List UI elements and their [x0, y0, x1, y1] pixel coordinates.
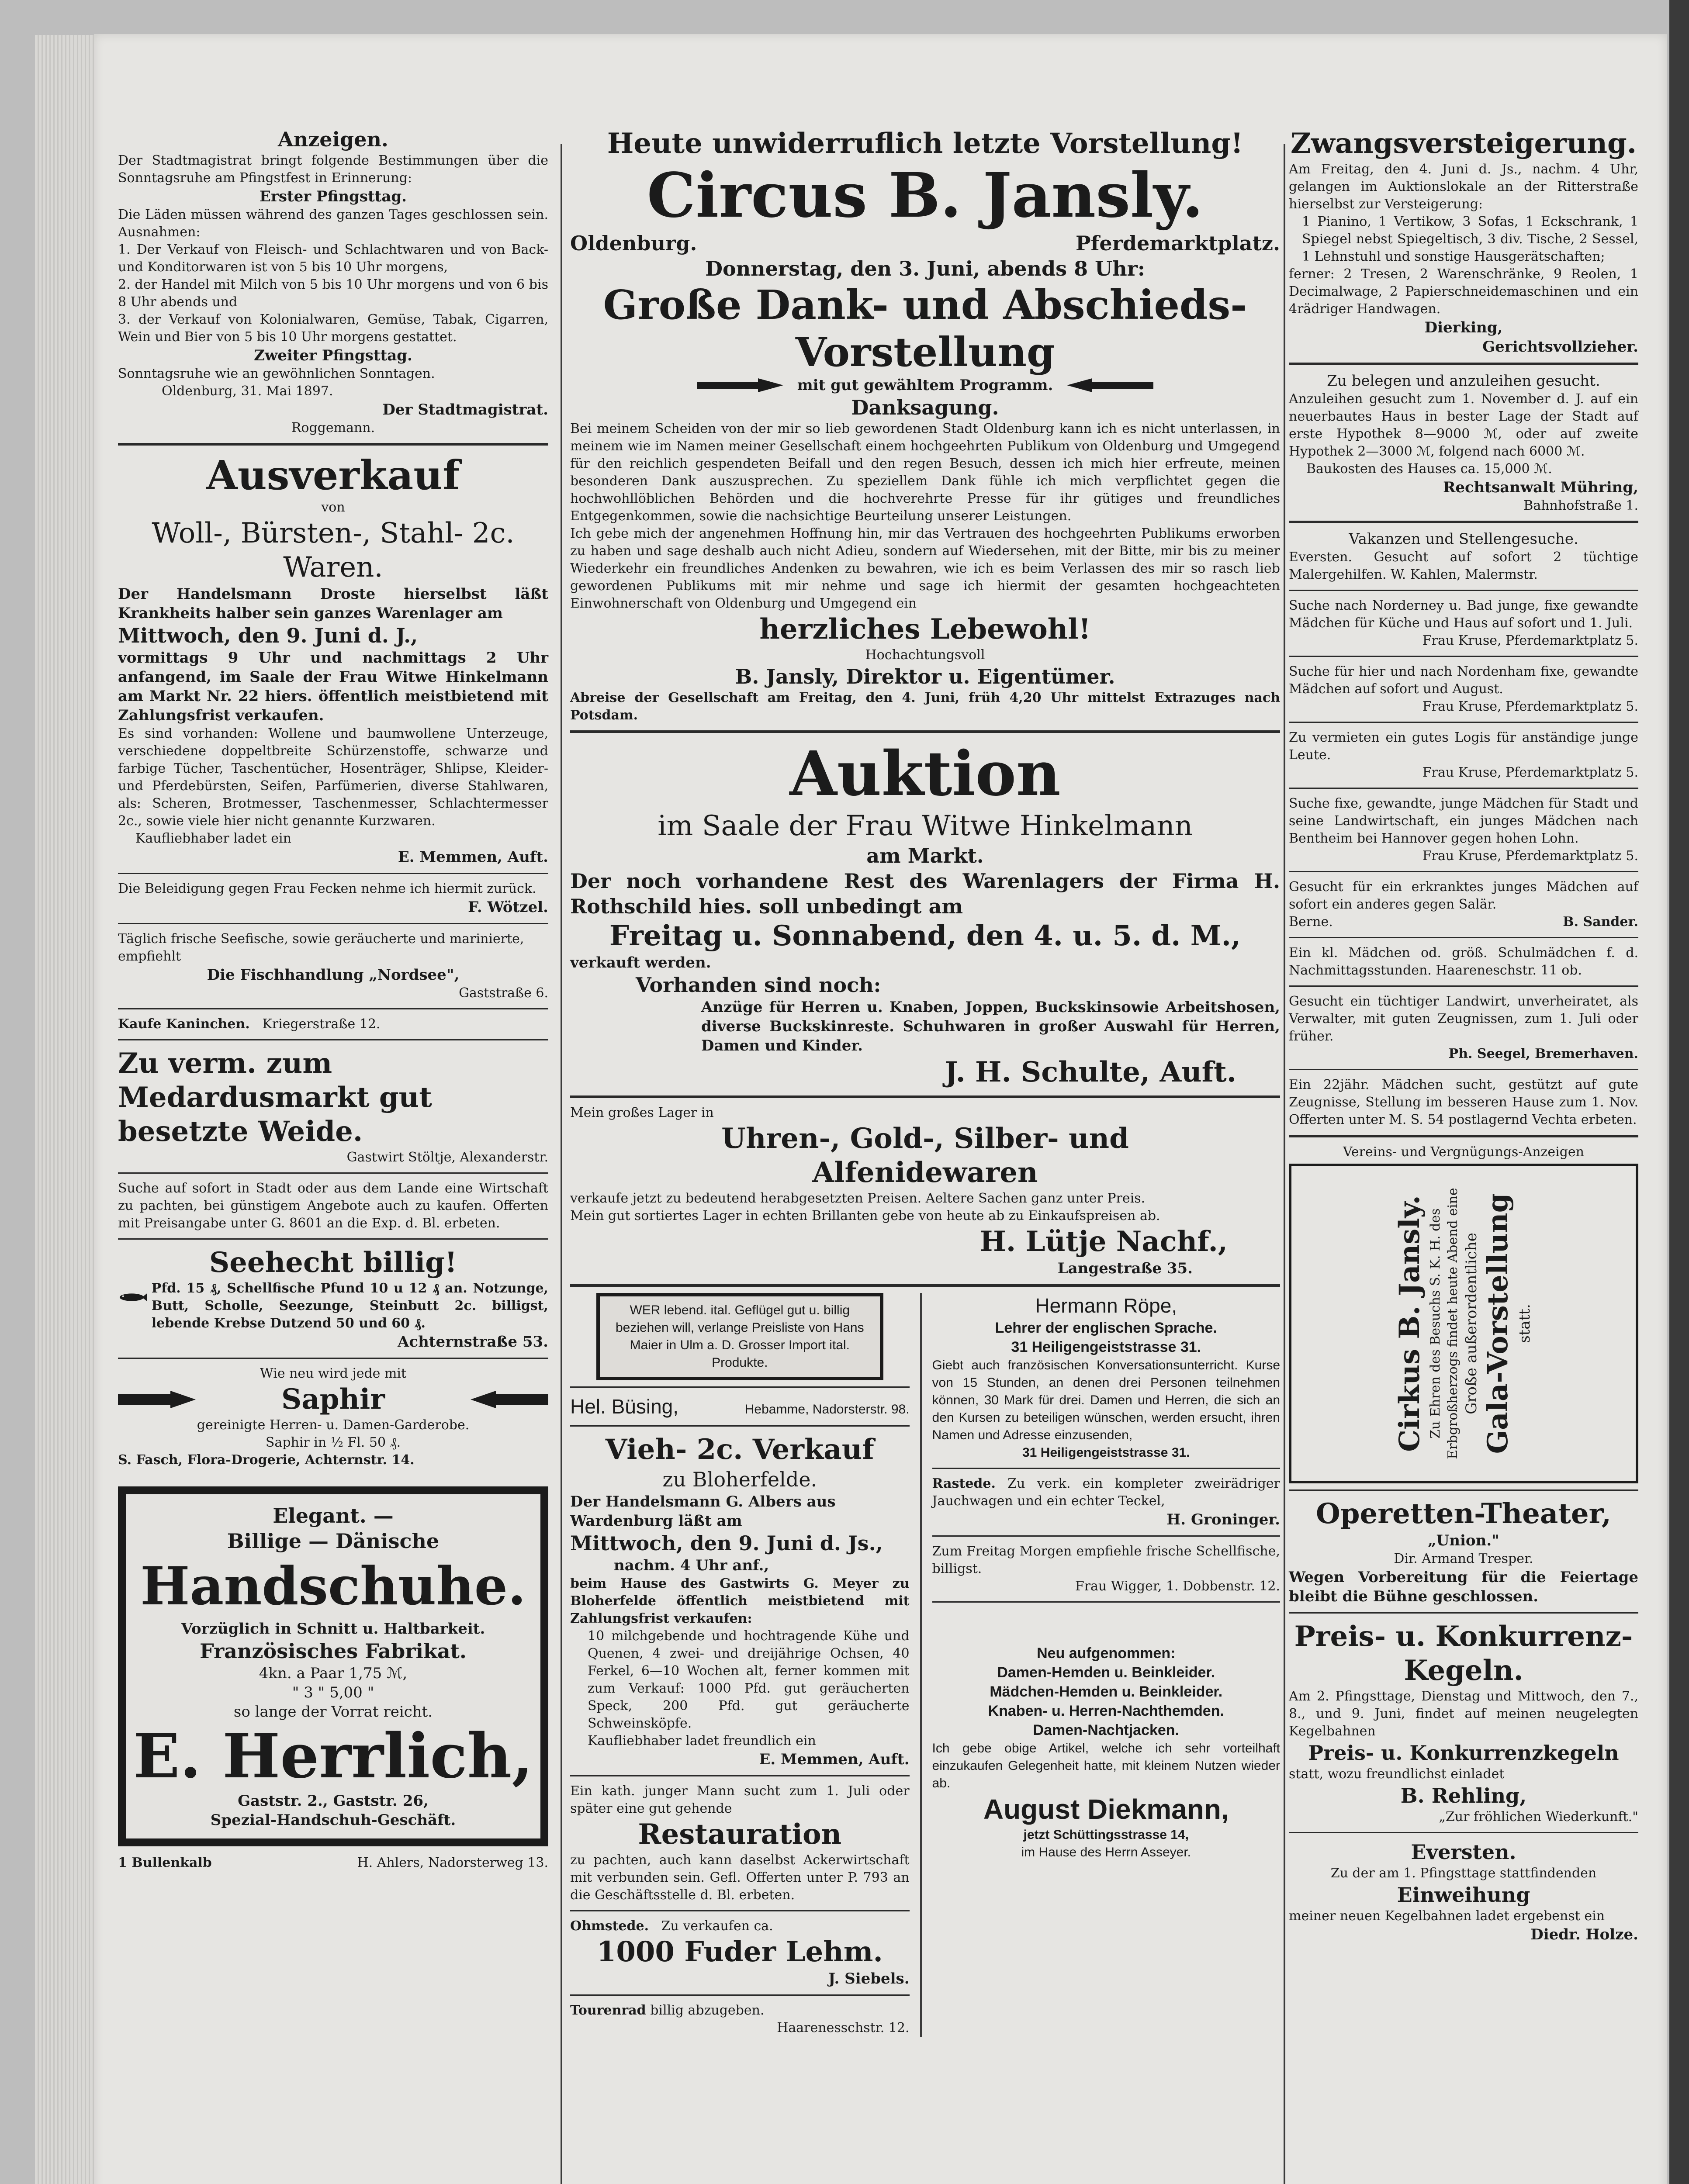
- ad-text: Zu verkaufen ca.: [661, 1918, 773, 1934]
- ad-heading: Uhren-, Gold-, Silber- und: [721, 1122, 1129, 1155]
- ad-text: Kaufliebhaber ladet ein: [135, 831, 291, 846]
- ad-signature: B. Rehling,: [1400, 1784, 1527, 1807]
- ad-heading: Handschuhe.: [140, 1555, 526, 1617]
- ad-text: Kaufliebhaber ladet freundlich ein: [588, 1733, 816, 1749]
- divider: [1289, 788, 1638, 789]
- ad-text: Zu vermieten ein gutes Logis für anständige junge Leute.: [1289, 730, 1638, 763]
- ad-heading: Lehrer der englischen Sprache.: [995, 1320, 1217, 1336]
- ad-text: „Union.": [1428, 1532, 1499, 1549]
- circus-title: Circus B. Jansly.: [647, 160, 1204, 232]
- ad-text: Anzüge für Herren u. Knaben, Joppen, Buckskinsowie Arbeitshosen, diverse Buckskinreste. Schuhwaren in großer Auswahl für Herren, Damen und Kinder.: [701, 999, 1280, 1054]
- ad-text: Gesucht ein tüchtiger Landwirt, unverheiratet, als Verwalter, mit guten Zeugnissen, zum 1. Juli oder früher.: [1289, 994, 1638, 1044]
- column-divider: [561, 144, 562, 2184]
- ad-text: Berne.: [1289, 914, 1333, 930]
- ad-signature: F. Wötzel.: [468, 898, 548, 916]
- ad-item: Damen-Hemden u. Beinkleider.: [997, 1664, 1215, 1681]
- column-middle-right: [932, 1293, 1280, 2037]
- ad-text: Zum Freitag Morgen empfiehle frische Schellfische, billigst.: [932, 1544, 1280, 1576]
- ad-text: ferner: 2 Tresen, 2 Warenschränke, 9 Reolen, 1 Decimalwage, 2 Papierschneidemaschinen und ein 4rädriger Handwagen.: [1289, 266, 1638, 317]
- danksagung-text: Bei meinem Scheiden von der mir so lieb gewordenen Stadt Oldenburg kann ich es nicht unterlassen, in meinem wie im Namen meiner Gesellschaft einem hochgeehrten Publikum von Oldenburg und Umgegend für den reichlich gespendeten Beifall und den regen Besuch, dessen ich mich hier erfreute, meinen besonderen Dank auszusprechen. Zu speziellem Dank fühle ich mich verpflichtet gegen die hochwohllöblichen Behörden und die hochverehrte Presse für ihr gütiges und freundliches Entgegenkommen, sowie die nachsichtige Beurteilung unserer Leistungen.: [570, 421, 1280, 524]
- ad-text: Die Beleidigung gegen Frau Fecken nehme ich hiermit zurück.: [118, 881, 536, 896]
- ad-text: Suche für hier und nach Nordenham fixe, gewandte Mädchen auf sofort und August.: [1289, 664, 1638, 697]
- ad-text: nachm. 4 Uhr anf.,: [614, 1557, 769, 1574]
- notice-heading: Erster Pfingsttag.: [259, 188, 407, 205]
- ad-text: Wie neu wird jede mit: [260, 1366, 407, 1381]
- ad-heading: 1 Bullenkalb: [118, 1855, 212, 1870]
- divider: [118, 1039, 548, 1040]
- divider: [570, 1425, 910, 1427]
- ad-signature: Ph. Seegel, Bremerhaven.: [1448, 1046, 1638, 1061]
- section-heading: Vereins- und Vergnügungs-Anzeigen: [1343, 1144, 1584, 1160]
- ad-text: Dir. Armand Tresper.: [1394, 1551, 1533, 1566]
- ad-heading: Restauration: [638, 1818, 842, 1851]
- ad-text: Französisches Fabrikat.: [200, 1639, 467, 1663]
- ad-price: 4kn. a Paar 1,75 ℳ,: [259, 1665, 408, 1682]
- ad-text: Täglich frische Seefische, sowie geräucherte und marinierte, empfiehlt: [118, 931, 524, 964]
- ad-heading: Woll-, Bürsten-, Stahl- 2c. Waren.: [152, 517, 515, 584]
- ad-text: beim Hause des Gastwirts G. Meyer zu Bloherfelde öffentlich meistbietend mit Zahlungsfrist verkaufen:: [570, 1576, 910, 1626]
- divider: [932, 1468, 1280, 1469]
- divider: [1289, 1612, 1638, 1614]
- divider: [570, 1284, 1280, 1287]
- ad-heading: Alfenidewaren: [812, 1156, 1038, 1189]
- divider: [1289, 1489, 1638, 1491]
- danksagung-heading: Danksagung.: [851, 396, 999, 419]
- ad-price: " 3 " 5,00 ": [292, 1684, 374, 1701]
- divider: [1289, 985, 1638, 987]
- divider: [1289, 1069, 1638, 1070]
- column-middle-left: [570, 1293, 910, 2037]
- ad-signature: E. Memmen, Auft.: [759, 1751, 910, 1768]
- ad-heading: Zu verm. zum Medardusmarkt gut besetzte Weide.: [118, 1047, 432, 1148]
- ad-heading: Tourenrad: [570, 2003, 646, 2018]
- ad-heading: Hel. Büsing,: [570, 1395, 679, 1418]
- ad-heading: Kaufe Kaninchen.: [118, 1016, 250, 1032]
- divider: [118, 1172, 548, 1174]
- notice-text: 3. der Verkauf von Kolonialwaren, Gemüse, Tabak, Cigarren, Wein und Bier von 5 bis 10 Uhr morgens gestattet.: [118, 312, 548, 345]
- column-right: [1289, 127, 1638, 1944]
- ad-item: Mädchen-Hemden u. Beinkleider.: [990, 1683, 1223, 1700]
- ad-text: Gaststr. 2., Gaststr. 26,: [238, 1792, 429, 1810]
- ad-text: Zu verk. ein kompleter zweirädriger Jauchwagen und ein echter Teckel,: [932, 1476, 1280, 1509]
- ad-text: Baukosten des Hauses ca. 15,000 ℳ.: [1306, 461, 1552, 477]
- ad-text: Haarenesschstr. 12.: [777, 2020, 910, 2035]
- ad-heading: Die Fischhandlung „Nordsee",: [207, 966, 460, 984]
- ad-text: Gastwirt Stöltje, Alexanderstr.: [346, 1150, 548, 1165]
- ad-text: Neu aufgenommen:: [1037, 1645, 1176, 1662]
- ad-text: Spezial-Handschuh-Geschäft.: [210, 1811, 456, 1829]
- ad-signature: B. Jansly, Direktor u. Eigentümer.: [735, 665, 1115, 688]
- ad-heading: Operetten-Theater,: [1316, 1497, 1611, 1530]
- ad-heading: Gala-Vorstellung: [1481, 1193, 1514, 1454]
- divider: [118, 1008, 548, 1009]
- divider: [1289, 937, 1638, 938]
- ad-text: Am 2. Pfingsttage, Dienstag und Mittwoch, den 7., 8., und 9. Juni, findet auf meinen neugelegten Kegelbahnen: [1289, 1689, 1638, 1739]
- ad-heading: Saphir: [281, 1383, 385, 1416]
- ad-text: Suche fixe, gewandte, junge Mädchen für Stadt und seine Landwirtschaft, ein junges Mädchen nach Bentheim bei Hannover gegen hohen Lohn.: [1289, 796, 1638, 846]
- ad-text: Es sind vorhanden: Wollene und baumwollene Unterzeuge, verschiedene doppeltbreite Schürzenstoffe, schwarze und farbige Tücher, Taschentücher, Hosenträger, Shlipse, Kleider- und Pferdebürsten, Seifen, Parfümerien, diverse Stahlwaren, als: Scheren, Brotmesser, Taschenmesser, Schlachtermesser 2c., sowie viele hier nicht genannte Kurzwaren.: [118, 726, 548, 829]
- ad-text: Mein großes Lager in: [570, 1105, 714, 1120]
- ad-text: Anzuleihen gesucht zum 1. November d. J. auf ein neuerbautes Haus in bester Lage der Stadt auf erste Hypothek 8—9000 ℳ, oder auf zweite Hypothek 2—3000 ℳ, folgend nach 6000 ℳ.: [1289, 391, 1638, 459]
- ad-text: billig abzugeben.: [650, 2003, 765, 2018]
- ad-text: 10 milchgebende und hochtragende Kühe und Quenen, 4 zwei- und dreijährige Ochsen, 40 Ferkel, 6—10 Wochen alt, ferner kommen mit zum Verkauf: 1000 Pfd. gut geräucherten Speck, 200 Pfd. gut geräucherte Schweinsköpfe.: [588, 1628, 910, 1731]
- circus-headline: Heute unwiderruflich letzte Vorstellung!: [607, 127, 1243, 160]
- notice-text: 2. der Handel mit Milch von 5 bis 10 Uhr morgens und von 6 bis 8 Uhr abends und: [118, 277, 548, 310]
- ad-text: gereinigte Herren- u. Damen-Garderobe.: [197, 1417, 470, 1433]
- ad-signature: Frau Wigger, 1. Dobbenstr. 12.: [1075, 1579, 1280, 1594]
- ad-date: Mittwoch, den 9. Juni d. Js.,: [570, 1531, 883, 1555]
- ad-text: Pfd. 15 ₰, Schellfische Pfund 10 u 12 ₰ an. Notzunge, Butt, Scholle, Seezunge, Steinbutt 2c. billigst, lebende Krebse Dutzend 50 und 60 ₰.: [151, 1281, 548, 1331]
- pointing-hand-icon: [470, 1386, 548, 1413]
- column-left: [118, 127, 548, 1872]
- ad-heading: E. Herrlich,: [133, 1721, 533, 1792]
- ad-signature: Rechtsanwalt Mühring,: [1443, 479, 1638, 496]
- danksagung-text: Ich gebe mich der angenehmen Hoffnung hin, mir das Vertrauen des hochgeehrten Publikums erworben zu haben und sage deshalb auch nicht Adieu, sondern auf Wiedersehen, mit der Bitte, mir bis zu meiner Wiederkehr ein freundliches Andenken zu bewahren, wie ich es beim Verlassen des mir so rasch lieb gewordenen Publikums mit mir nehme und sage ich hiermit der gesamten hochgeachteten Einwohnerschaft von Oldenburg und Umgegend ein: [570, 526, 1280, 611]
- ad-text: meiner neuen Kegelbahnen ladet ergebenst ein: [1289, 1908, 1605, 1924]
- ad-text: Ein kath. junger Mann sucht zum 1. Juli oder später eine gut gehende: [570, 1783, 910, 1816]
- ad-text: Langestraße 35.: [1057, 1260, 1193, 1277]
- ad-heading: Hermann Röpe,: [1035, 1294, 1177, 1317]
- ad-text: Abreise der Gesellschaft am Freitag, den 4. Juni, früh 4,20 Uhr mittelst Extrazuges nach Potsdam.: [570, 690, 1280, 723]
- ad-text: Vorhanden sind noch:: [636, 973, 881, 997]
- ad-text: verkauft werden.: [570, 954, 711, 971]
- pointing-hand-icon: [1066, 377, 1153, 394]
- ausverkauf-title: Ausverkauf: [206, 452, 460, 499]
- ad-text: statt.: [1516, 1304, 1533, 1343]
- ad-heading: Ohmstede.: [570, 1918, 649, 1934]
- ad-heading: zu Bloherfelde.: [662, 1468, 817, 1491]
- ad-signature: Diedr. Holze.: [1530, 1926, 1638, 1943]
- ad-signature: Frau Kruse, Pferdemarktplatz 5.: [1422, 699, 1638, 714]
- ad-text: Gesucht für ein erkranktes junges Mädchen auf sofort ein anderes gegen Salär.: [1289, 879, 1638, 912]
- ad-text: Suche nach Norderney u. Bad junge, fixe gewandte Mädchen für Küche und Haus auf sofort und 1. Juli.: [1289, 598, 1638, 631]
- ad-text: H. Ahlers, Nadorsterweg 13.: [357, 1855, 548, 1870]
- divider: [118, 443, 548, 446]
- ad-signature: Gerichtsvollzieher.: [1482, 338, 1638, 356]
- ad-signature: Frau Kruse, Pferdemarktplatz 5.: [1422, 848, 1638, 864]
- ad-text: 31 Heiligengeiststrasse 31.: [1022, 1445, 1190, 1460]
- ad-text: Der Handelsmann Droste hierselbst läßt Krankheits halber sein ganzes Warenlager am: [118, 585, 548, 622]
- ad-heading: Preis- u. Konkurrenz-: [1294, 1620, 1633, 1653]
- circus-heading: Vorstellung: [795, 328, 1055, 376]
- ad-heading: August Diekmann,: [983, 1794, 1229, 1825]
- divider: [570, 1095, 1280, 1098]
- ad-text: zu pachten, auch kann daselbst Ackerwirtschaft mit verbunden sein. Gefl. Offerten unter P. 793 an die Geschäftsstelle d. Bl. erbeten.: [570, 1852, 910, 1903]
- divider: [570, 1386, 910, 1388]
- ad-heading: 1000 Fuder Lehm.: [596, 1935, 883, 1968]
- anzeigen-title: Anzeigen.: [278, 128, 388, 151]
- divider: [1289, 656, 1638, 657]
- divider: [1289, 1832, 1638, 1833]
- ad-text: Große außerordentliche: [1463, 1233, 1480, 1414]
- divider: [118, 873, 548, 874]
- ad-text: Ich gebe obige Artikel, welche ich sehr vorteilhaft einzukaufen Gelegenheit hatte, mit kleinem Nutzen wieder ab.: [932, 1741, 1280, 1790]
- ad-signature: B. Sander.: [1563, 914, 1638, 930]
- divider: [118, 923, 548, 924]
- circus-program: mit gut gewähltem Programm.: [797, 377, 1053, 394]
- ad-text: Zu Ehren des Besuchs S. K. H. des Erbgroßherzogs findet heute Abend eine: [1428, 1188, 1461, 1459]
- auktion-location: im Saale der Frau Witwe Hinkelmann: [658, 810, 1193, 842]
- ad-signature: S. Fasch, Flora-Drogerie, Achternstr. 14.: [118, 1452, 415, 1468]
- ad-item: Damen-Nachtjacken.: [1033, 1722, 1179, 1738]
- divider: [118, 1358, 548, 1359]
- divider: [932, 1601, 1280, 1603]
- ad-signature: H. Groninger.: [1166, 1511, 1280, 1528]
- ad-text: jetzt Schüttingsstrasse 14,: [1023, 1828, 1189, 1842]
- ad-heading: Eversten.: [1411, 1840, 1516, 1864]
- ad-text: von: [321, 500, 345, 515]
- ad-heading: Rastede.: [932, 1476, 996, 1491]
- page-edge: [35, 35, 100, 2184]
- divider: [1289, 590, 1638, 591]
- ad-text: „Zur fröhlichen Wiederkunft.": [1439, 1809, 1638, 1825]
- ad-signature: Dierking,: [1424, 319, 1503, 336]
- ad-signature: E. Memmen, Auft.: [398, 848, 548, 866]
- ad-text: Vorzüglich in Schnitt u. Haltbarkeit.: [181, 1620, 485, 1638]
- ad-heading: Vieh- 2c. Verkauf: [605, 1433, 874, 1466]
- scan-border: [1669, 0, 1689, 2184]
- ad-heading: Preis- u. Konkurrenzkegeln: [1308, 1741, 1619, 1765]
- divider: [570, 1910, 910, 1911]
- ad-date: Mittwoch, den 9. Juni d. J.,: [118, 624, 418, 647]
- ad-text: statt, wozu freundlichst einladet: [1289, 1766, 1505, 1782]
- ad-signature: J. H. Schulte, Auft.: [945, 1056, 1236, 1089]
- column-divider: [920, 1293, 922, 2037]
- notice-text: 1. Der Verkauf von Fleisch- und Schlachtwaren und von Back- und Konditorwaren ist von 5 bis 10 Uhr morgens,: [118, 242, 548, 275]
- ad-signature: Frau Kruse, Pferdemarktplatz 5.: [1422, 633, 1638, 648]
- circus-date: Donnerstag, den 3. Juni, abends 8 Uhr:: [705, 257, 1145, 280]
- pointing-hand-icon: [697, 377, 784, 394]
- ad-text: Am Freitag, den 4. Juni d. Js., nachm. 4 Uhr, gelangen im Auktionslokale an der Ritterstraße hierselbst zur Versteigerung:: [1289, 162, 1638, 212]
- ad-text: Ein 22jähr. Mädchen sucht, gestützt auf gute Zeugnisse, Stellung im besseren Hause zum 1. Nov. Offerten unter M. S. 54 postlagernd Vechta erbeten.: [1289, 1077, 1638, 1127]
- ad-signature: H. Lütje Nachf.,: [979, 1225, 1228, 1258]
- notice-date: Oldenburg, 31. Mai 1897.: [162, 384, 333, 399]
- ad-text: 1 Pianino, 1 Vertikow, 3 Sofas, 1 Eckschrank, 1 Spiegel nebst Spiegeltisch, 3 div. Tische, 2 Sessel, 1 Lehnstuhl und sonstige Hausgerätschaften;: [1302, 214, 1638, 264]
- divider: [570, 730, 1280, 733]
- ad-text: vormittags 9 Uhr und nachmittags 2 Uhr anfangend, im Saale der Frau Witwe Hinkelmann am Markt Nr. 22 hiers. öffentlich meistbietend mit Zahlungsfrist verkaufen.: [118, 649, 548, 724]
- notice-text: Der Stadtmagistrat bringt folgende Bestimmungen über die Sonntagsruhe am Pfingstfest in Erinnerung:: [118, 153, 548, 186]
- ad-text: Ein kl. Mädchen od. größ. Schulmädchen f. d. Nachmittagsstunden. Haareneschstr. 11 ob.: [1289, 945, 1638, 978]
- ad-text: Hebamme, Nadorsterstr. 98.: [744, 1402, 910, 1417]
- handschuhe-ad: [118, 1486, 548, 1846]
- notice-text: Sonntagsruhe wie an gewöhnlichen Sonntagen.: [118, 366, 435, 381]
- ad-text: Mein gut sortiertes Lager in echten Brillanten gebe von heute ab zu Einkaufspreisen ab.: [570, 1208, 1160, 1223]
- notice-heading: Zweiter Pfingsttag.: [254, 347, 412, 364]
- ad-heading: Einweihung: [1397, 1883, 1530, 1907]
- circus-heading: Große Dank- und Abschieds-: [603, 281, 1247, 328]
- column-divider: [1284, 144, 1285, 2184]
- ad-text: im Hause des Herrn Asseyer.: [1021, 1845, 1191, 1859]
- ad-text: Eversten. Gesucht auf sofort 2 tüchtige Malergehilfen. W. Kahlen, Malermstr.: [1289, 549, 1638, 582]
- ad-text: Bahnhofstraße 1.: [1523, 498, 1638, 513]
- ad-text: verkaufe jetzt zu bedeutend herabgesetzten Preisen. Aeltere Sachen ganz unter Preis.: [570, 1191, 1146, 1206]
- auktion-date: Freitag u. Sonnabend, den 4. u. 5. d. M.,: [609, 919, 1241, 952]
- ad-text: Saphir in ½ Fl. 50 ₰.: [265, 1435, 401, 1450]
- divider: [570, 1994, 910, 1996]
- divider: [118, 1238, 548, 1240]
- pointing-hand-icon: [118, 1386, 197, 1413]
- divider: [1289, 363, 1638, 365]
- ad-text: Elegant. —: [273, 1504, 394, 1527]
- cirkus-gala-ad: [1289, 1164, 1638, 1483]
- section-heading: Vakanzen und Stellengesuche.: [1349, 530, 1578, 548]
- circus-location: Oldenburg.: [570, 232, 697, 255]
- divider: [1289, 1135, 1638, 1137]
- auktion-title: Auktion: [789, 738, 1061, 810]
- divider: [1289, 722, 1638, 723]
- circus-location: Pferdemarktplatz.: [1076, 232, 1280, 255]
- notice-signature: Der Stadtmagistrat.: [382, 401, 548, 418]
- divider: [1289, 871, 1638, 872]
- ad-text: Der Handelsmann G. Albers aus Wardenburg läßt am: [570, 1493, 836, 1530]
- ad-text: Wegen Vorbereitung für die Feiertage bleibt die Bühne geschlossen.: [1289, 1569, 1638, 1605]
- ad-text: Giebt auch französischen Konversationsunterricht. Kurse von 15 Stunden, an denen drei Personen teilnehmen können, 30 Mark für drei. Damen und Herren, die sich an den Kursen zu beteiligen wünschen, werden ersucht, ihren Namen und Adresse einzusenden,: [932, 1358, 1280, 1442]
- ad-signature: Frau Kruse, Pferdemarktplatz 5.: [1422, 765, 1638, 780]
- ad-text: Gaststraße 6.: [459, 985, 548, 1001]
- divider: [1289, 521, 1638, 523]
- ad-text: 31 Heiligengeiststrasse 31.: [1011, 1339, 1201, 1355]
- ad-text: so lange der Vorrat reicht.: [233, 1703, 433, 1721]
- notice-text: Die Läden müssen während des ganzen Tages geschlossen sein. Ausnahmen:: [118, 207, 548, 240]
- ad-heading: Kegeln.: [1404, 1654, 1523, 1687]
- ad-signature: Achternstraße 53.: [397, 1333, 548, 1351]
- ad-text: Kriegerstraße 12.: [262, 1016, 381, 1032]
- ad-signature: J. Siebels.: [828, 1970, 910, 1987]
- fish-icon: [118, 1280, 147, 1315]
- divider: [932, 1535, 1280, 1537]
- ad-item: Knaben- u. Herren-Nachthemden.: [988, 1703, 1224, 1719]
- ad-heading: Cirkus B. Jansly.: [1393, 1195, 1426, 1452]
- ad-text: Billige — Dänische: [227, 1529, 440, 1553]
- column-middle: [570, 127, 1280, 2037]
- lebewohl: herzliches Lebewohl!: [759, 613, 1091, 646]
- ad-text: Zu der am 1. Pfingsttage stattfindenden: [1330, 1866, 1597, 1881]
- ad-heading: Zu belegen und anzuleihen gesucht.: [1327, 372, 1600, 390]
- notice-signature: Roggemann.: [291, 420, 375, 435]
- zwang-title: Zwangsversteigerung.: [1290, 127, 1637, 160]
- divider: [570, 1775, 910, 1776]
- ad-heading: Seehecht billig!: [209, 1246, 457, 1279]
- ad-text: Suche auf sofort in Stadt oder aus dem Lande eine Wirtschaft zu pachten, bei günstigem Angebote auch zu kaufen. Offerten mit Preisangabe unter G. 8601 an die Exp. d. Bl. erbeten.: [118, 1181, 548, 1231]
- ad-text: Der noch vorhandene Rest des Warenlagers der Firma H. Rothschild hies. soll unbedingt am: [570, 869, 1280, 918]
- ad-text: Hochachtungsvoll: [865, 647, 985, 663]
- wer-box: WER lebend. ital. Geflügel gut u. billig beziehen will, verlange Preisliste von Hans Maier in Ulm a. D. Grosser Import ital. Produkte.: [596, 1293, 883, 1380]
- auktion-location: am Markt.: [866, 844, 984, 867]
